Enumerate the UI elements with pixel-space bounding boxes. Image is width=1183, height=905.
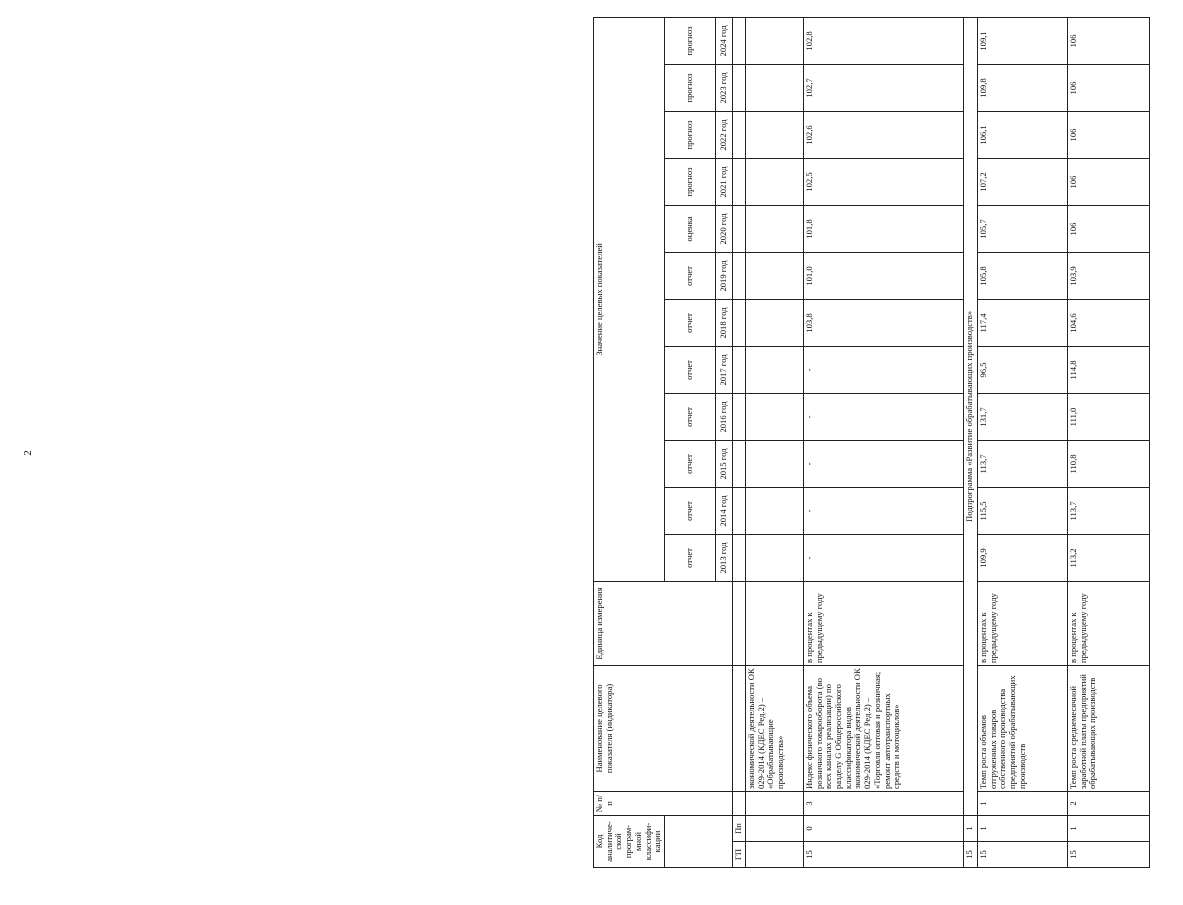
year-label: 2017 год — [715, 346, 732, 393]
table-body — [745, 17, 1149, 867]
header-code-blank — [664, 815, 732, 867]
value-cell: 106,1 — [977, 111, 1067, 158]
indicator-unit: в процентах к предыдущему году — [1067, 581, 1149, 665]
indicator-unit: в процентах к предыдущему году — [977, 581, 1067, 665]
header-code: Код аналитиче-ской програм-мной классифи-кации — [594, 815, 665, 867]
value-cell: 106 — [1067, 158, 1149, 205]
year-status: прогноз — [664, 111, 715, 158]
indicators-table — [593, 17, 1150, 868]
value-cell: 105,8 — [977, 252, 1067, 299]
value-cell: 106 — [1067, 111, 1149, 158]
value-cell: 111,0 — [1067, 393, 1149, 440]
value-cell: 103,8 — [803, 299, 963, 346]
value-cell: 114,8 — [1067, 346, 1149, 393]
value-cell: 101,8 — [803, 205, 963, 252]
value-cell: 113,2 — [1067, 534, 1149, 581]
value-cell: 103,9 — [1067, 252, 1149, 299]
cell-pp: 1 — [977, 815, 1067, 841]
subprogram-title: Подпрограмма «Развитие обрабатывающих производств» — [963, 17, 977, 815]
value-cell: 106 — [1067, 64, 1149, 111]
cell-num: 2 — [1067, 791, 1149, 815]
year-label: 2014 год — [715, 487, 732, 534]
year-status: прогноз — [664, 158, 715, 205]
year-status: отчет — [664, 534, 715, 581]
value-cell: 102,8 — [803, 17, 963, 64]
year-status: отчет — [664, 393, 715, 440]
cell-pp: 1 — [1067, 815, 1149, 841]
year-label: 2019 год — [715, 252, 732, 299]
year-status: отчет — [664, 346, 715, 393]
value-cell: 113,7 — [977, 440, 1067, 487]
year-label: 2015 год — [715, 440, 732, 487]
value-cell: 109,9 — [977, 534, 1067, 581]
cell-gp: 15 — [963, 842, 977, 868]
indicator-name: Индекс физического объема розничного товарооборота (во всех каналах реализации) по разделу G Общероссийского классификатора видов экономической деятельности ОК 029-2014 (КДЕС Ред.2) – «Торговля оптовая и розничная; ремонт автотранспортных средств и мотоциклов» — [803, 665, 963, 791]
value-cell: 117,4 — [977, 299, 1067, 346]
value-cell: 96,5 — [977, 346, 1067, 393]
cell-num: 1 — [977, 791, 1067, 815]
header-pp: Пп — [732, 815, 745, 841]
value-cell: 107,2 — [977, 158, 1067, 205]
cell-pp: 1 — [963, 815, 977, 841]
page-number: 2 — [22, 450, 34, 456]
value-cell: 104,6 — [1067, 299, 1149, 346]
value-cell: 110,8 — [1067, 440, 1149, 487]
year-status: прогноз — [664, 64, 715, 111]
year-status: отчет — [664, 299, 715, 346]
year-status: отчет — [664, 252, 715, 299]
value-cell: - — [803, 487, 963, 534]
value-cell: 102,5 — [803, 158, 963, 205]
header-values-group: Значение целевых показателей — [594, 17, 665, 581]
year-label: 2023 год — [715, 64, 732, 111]
year-status: отчет — [664, 487, 715, 534]
value-cell: - — [803, 346, 963, 393]
year-status: оценка — [664, 205, 715, 252]
year-status: отчет — [664, 440, 715, 487]
cell-gp: 15 — [977, 842, 1067, 868]
value-cell: - — [803, 393, 963, 440]
year-label: 2024 год — [715, 17, 732, 64]
cell-gp: 15 — [1067, 842, 1149, 868]
indicator-name: экономической деятельности ОК 029-2014 (КДЕС Ред.2) – «Обрабатывающие производства» — [745, 665, 803, 791]
value-cell: 106 — [1067, 17, 1149, 64]
indicator-unit: в процентах к предыдущему году — [803, 581, 963, 665]
cell-num: 3 — [803, 791, 963, 815]
value-cell: 101,0 — [803, 252, 963, 299]
year-label: 2016 год — [715, 393, 732, 440]
value-cell: 105,7 — [977, 205, 1067, 252]
cell-gp: 15 — [803, 842, 963, 868]
value-cell: - — [803, 534, 963, 581]
table-row — [745, 17, 803, 867]
value-cell: 106 — [1067, 205, 1149, 252]
year-label: 2020 год — [715, 205, 732, 252]
header-unit: Единица измерения — [594, 581, 733, 665]
indicator-name: Темп роста среднемесячной заработной платы предприятий обрабатывающих производств — [1067, 665, 1149, 791]
value-cell: - — [803, 440, 963, 487]
year-label: 2022 год — [715, 111, 732, 158]
value-cell: 131,7 — [977, 393, 1067, 440]
table-header — [594, 17, 746, 867]
value-cell: 102,6 — [803, 111, 963, 158]
indicator-name: Темп роста объемов отгруженных товаров собственного производства предприятий обрабатывающих производств — [977, 665, 1067, 791]
year-label: 2021 год — [715, 158, 732, 205]
rotated-table-container — [593, 18, 1183, 868]
value-cell: 109,1 — [977, 17, 1067, 64]
value-cell: 102,7 — [803, 64, 963, 111]
header-gp: ГП — [732, 842, 745, 868]
header-name: Наименование целевого показателя (индикатора) — [594, 665, 733, 791]
table-row — [803, 17, 963, 867]
header-num: № п/п — [594, 791, 733, 815]
year-label: 2018 год — [715, 299, 732, 346]
cell-pp: 0 — [803, 815, 963, 841]
value-cell: 115,5 — [977, 487, 1067, 534]
value-cell: 113,7 — [1067, 487, 1149, 534]
subprogram-row — [963, 17, 977, 867]
value-cell: 109,8 — [977, 64, 1067, 111]
table-row — [977, 17, 1067, 867]
year-status: прогноз — [664, 17, 715, 64]
table-row — [1067, 17, 1149, 867]
year-label: 2013 год — [715, 534, 732, 581]
